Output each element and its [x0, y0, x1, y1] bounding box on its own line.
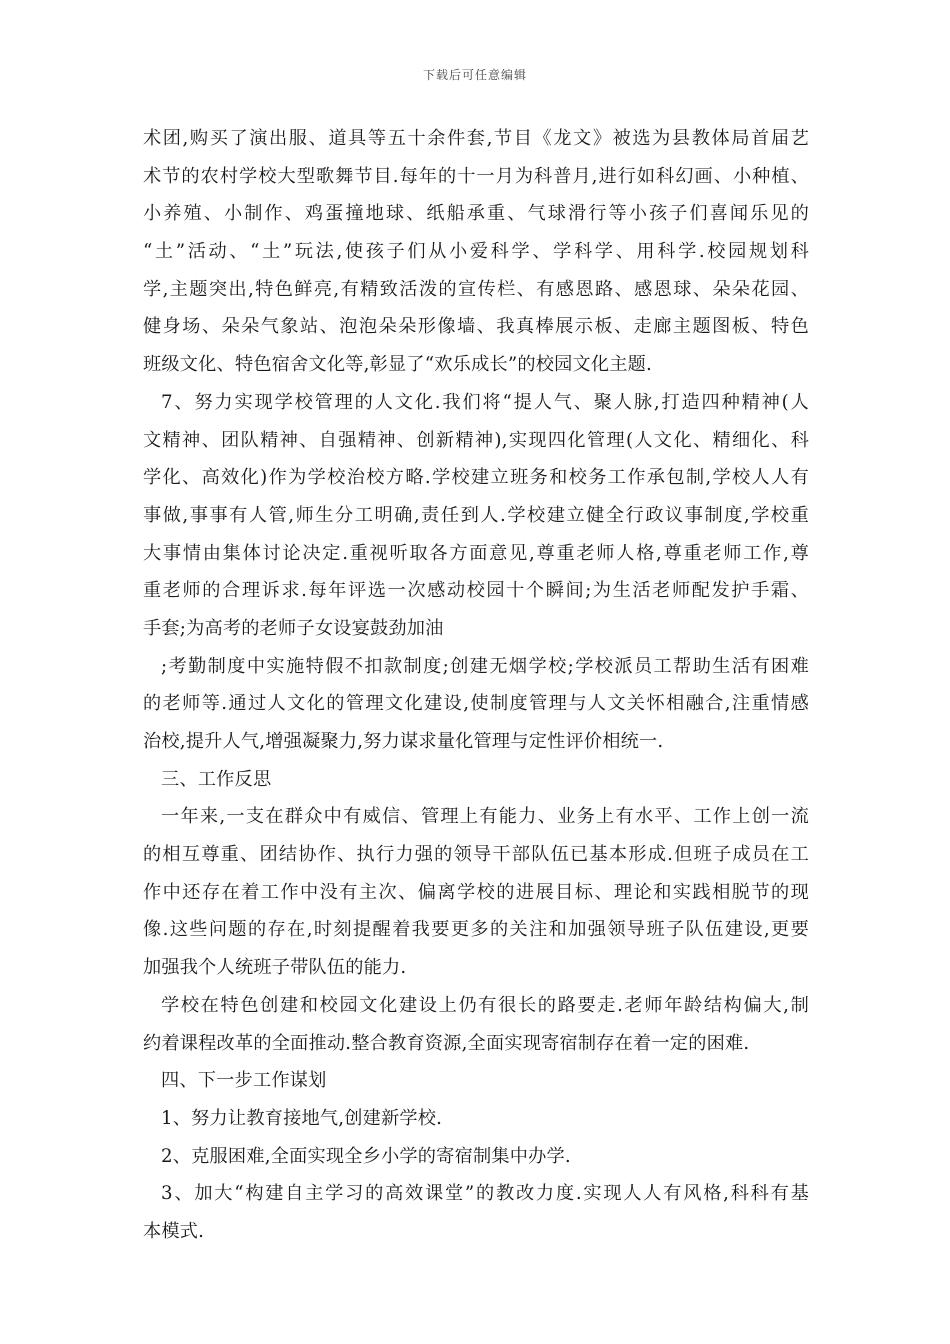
- text-line: 三、工作反思: [161, 768, 272, 790]
- text-line: 事做,事事有人管,师生分工明确,责任到人.学校建立健全行政议事制度,学校重: [143, 504, 809, 526]
- text-line: 文精神、团队精神、自强精神、创新精神),实现四化管理(人文化、精细化、科: [143, 429, 809, 451]
- text-line: 小养殖、小制作、鸡蛋撞地球、纸船承重、气球滑行等小孩子们喜闻乐见的: [143, 203, 809, 225]
- text-line: 手套;为高考的老师子女设宴鼓劲加油: [143, 617, 444, 639]
- text-line: 的老师等.通过人文化的管理文化建设,使制度管理与人文关怀相融合,注重情感: [143, 693, 809, 715]
- text-line: 术团,购买了演出服、道具等五十余件套,节目《龙文》被选为县教体局首届艺: [143, 128, 809, 149]
- text-line: 大事情由集体讨论决定.重视听取各方面意见,尊重老师人格,尊重老师工作,尊: [143, 542, 809, 564]
- text-line: 术节的农村学校大型歌舞节目.每年的十一月为科普月,进行如科幻画、小种植、: [143, 165, 809, 187]
- text-line: 学化、高效化)作为学校治校方略.学校建立班务和校务工作承包制,学校人人有: [143, 467, 809, 489]
- text-line: 的相互尊重、团结协作、执行力强的领导干部队伍已基本形成.但班子成员在工: [143, 844, 809, 866]
- text-line: 像.这些问题的存在,时刻提醒着我要更多的关注和加强领导班子队伍建设,更要: [143, 919, 809, 941]
- text-line: 一年来,一支在群众中有威信、管理上有能力、业务上有水平、工作上创一流: [161, 806, 809, 828]
- text-line: 约着课程改革的全面推动.整合教育资源,全面实现寄宿制存在着一定的困难.: [143, 1032, 750, 1054]
- text-line: 学校在特色创建和校园文化建设上仍有很长的路要走.老师年龄结构偏大,制: [161, 994, 809, 1016]
- text-line: “土”活动、“土”玩法,使孩子们从小爱科学、学科学、用科学.校园规划科: [143, 241, 809, 263]
- text-line: 作中还存在着工作中没有主次、偏离学校的进展目标、理论和实践相脱节的现: [143, 881, 809, 903]
- text-line: 2、克服困难,全面实现全乡小学的寄宿制集中办学.: [161, 1145, 571, 1167]
- page-header: 下载后可任意编辑: [422, 68, 527, 82]
- text-line: ;考勤制度中实施特假不扣款制度;创建无烟学校;学校派员工帮助生活有困难: [161, 655, 809, 677]
- text-line: 学,主题突出,特色鲜亮,有精致活泼的宣传栏、有感恩路、感恩球、朵朵花园、: [143, 278, 809, 300]
- text-line: 四、下一步工作谋划: [161, 1070, 327, 1092]
- text-line: 治校,提升人气,增强凝聚力,努力谋求量化管理与定性评价相统一.: [143, 731, 664, 752]
- text-line: 7、努力实现学校管理的人文化.我们将“提人气、聚人脉,打造四种精神(人: [161, 391, 809, 413]
- text-line: 健身场、朵朵气象站、泡泡朵朵形像墙、我真棒展示板、走廊主题图板、特色: [143, 316, 809, 338]
- text-line: 加强我个人统班子带队伍的能力.: [143, 957, 407, 979]
- text-line: 3、加大“构建自主学习的高效课堂”的教改力度.实现人人有风格,科科有基: [161, 1183, 809, 1205]
- document-body: [143, 120, 809, 1251]
- text-line: 1、努力让教育接地气,创建新学校.: [161, 1107, 443, 1129]
- text-line: 重老师的合理诉求.每年评选一次感动校园十个瞬间;为生活老师配发护手霜、: [143, 580, 809, 602]
- text-line: 班级文化、特色宿舍文化等,彰显了“欢乐成长”的校园文化主题.: [143, 354, 653, 376]
- text-line: 本模式.: [143, 1220, 205, 1242]
